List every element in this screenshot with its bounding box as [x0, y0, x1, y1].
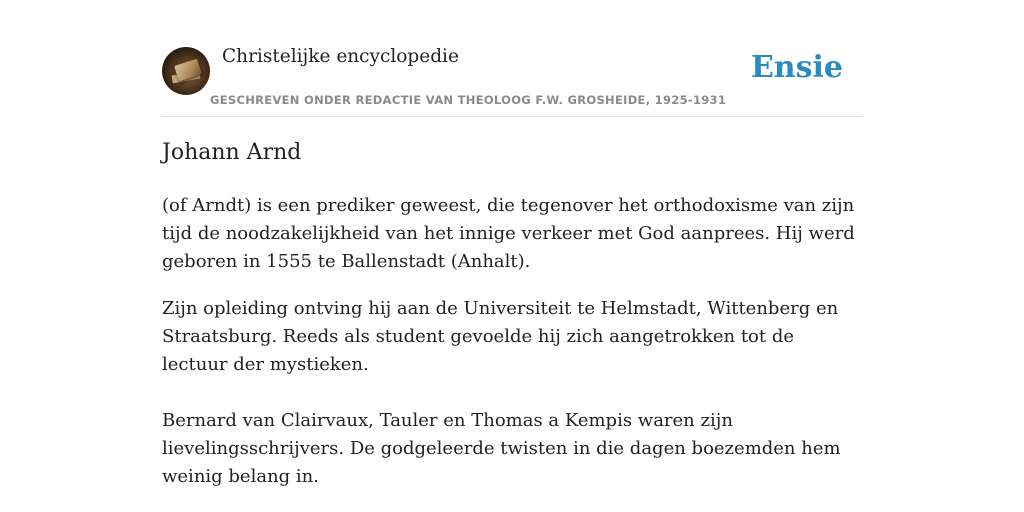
- article-paragraph-3: Bernard van Clairvaux, Tauler en Thomas a Kempis waren zijn lievelingsschrijvers. De godgeleerde twisten in die dagen boezemden hem weinig belang in.: [162, 410, 841, 487]
- article-title: Johann Arnd: [162, 140, 302, 165]
- site-header: [162, 40, 862, 117]
- encyclopedia-title[interactable]: Christelijke encyclopedie: [222, 46, 459, 67]
- article-paragraph-1: (of Arndt) is een prediker geweest, die tegenover het orthodoxisme van zijn tijd de noodzakelijkheid van het innige verkeer met God aanprees. Hij werd geboren in 1555 te Ballenstadt (Anhalt).: [162, 195, 855, 272]
- article-paragraph-2: Zijn opleiding ontving hij aan de Universiteit te Helmstadt, Wittenberg en Straatsburg. Reeds als student gevoelde hij zich aangetrokken tot de lectuur der mystieken.: [162, 298, 839, 375]
- ensie-logo[interactable]: Ensie: [750, 50, 843, 85]
- encyclopedia-subtitle: GESCHREVEN ONDER REDACTIE VAN THEOLOOG F.W. GROSHEIDE, 1925-1931: [210, 93, 727, 107]
- encyclopedia-avatar[interactable]: [162, 47, 210, 95]
